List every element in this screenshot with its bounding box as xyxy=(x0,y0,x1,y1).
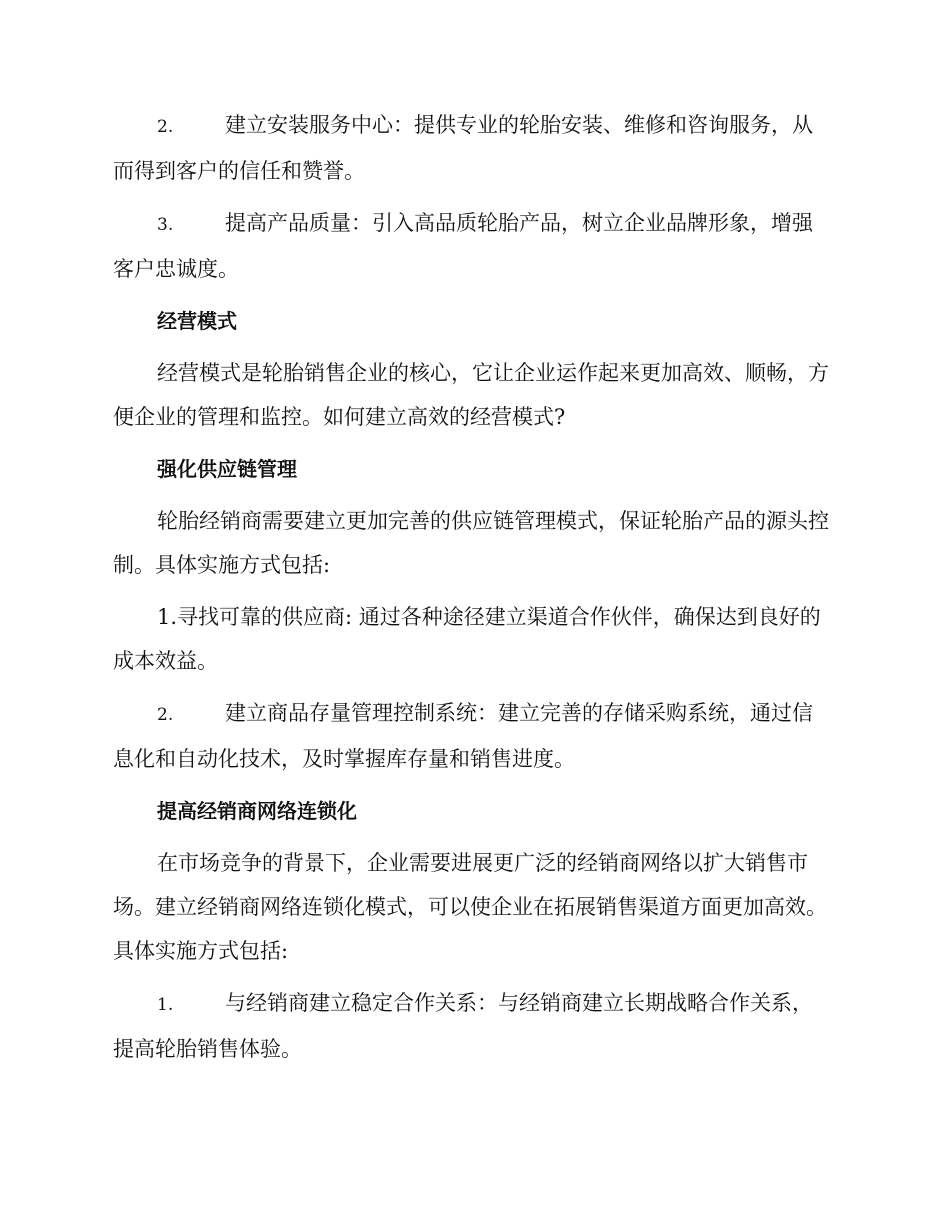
list-item-text: 建立商品存量管理控制系统：建立完善的存储采购系统，通过信息化和自动化技术，及时掌握库存量和销售进度。 xyxy=(113,701,813,771)
list-item xyxy=(113,691,833,781)
list-item-text: 与经销商建立稳定合作关系：与经销商建立长期战略合作关系，提高轮胎销售体验。 xyxy=(113,991,813,1061)
list-item-text: 建立安装服务中心：提供专业的轮胎安装、维修和咨询服务，从而得到客户的信任和赞誉。 xyxy=(113,113,813,183)
list-number: 1. xyxy=(157,995,174,1015)
paragraph: 在市场竞争的背景下，企业需要进展更广泛的经销商网络以扩大销售市场。建立经销商网络连锁化模式，可以使企业在拓展销售渠道方面更加高效。具体实施方式包括: xyxy=(113,851,827,963)
paragraph: 1.寻找可靠的供应商: 通过各种途径建立渠道合作伙伴，确保达到良好的成本效益。 xyxy=(113,605,821,673)
list-item xyxy=(113,981,833,1071)
list-item xyxy=(113,201,833,291)
list-number: 3. xyxy=(157,215,174,235)
list-item xyxy=(113,103,833,193)
section-heading: 经营模式 xyxy=(157,309,237,333)
document-page xyxy=(113,103,833,1071)
paragraph: 经营模式是轮胎销售企业的核心，它让企业运作起来更加高效、顺畅，方便企业的管理和监控。如何建立高效的经营模式? xyxy=(113,361,829,429)
list-item-text: 提高产品质量：引入高品质轮胎产品，树立企业品牌形象，增强客户忠诚度。 xyxy=(113,211,813,281)
paragraph: 轮胎经销商需要建立更加完善的供应链管理模式，保证轮胎产品的源头控制。具体实施方式包括: xyxy=(113,509,829,577)
section-heading: 提高经销商网络连锁化 xyxy=(157,799,357,823)
list-number: 2. xyxy=(157,117,174,137)
section-heading: 强化供应链管理 xyxy=(157,457,297,481)
list-number: 2. xyxy=(157,705,174,725)
